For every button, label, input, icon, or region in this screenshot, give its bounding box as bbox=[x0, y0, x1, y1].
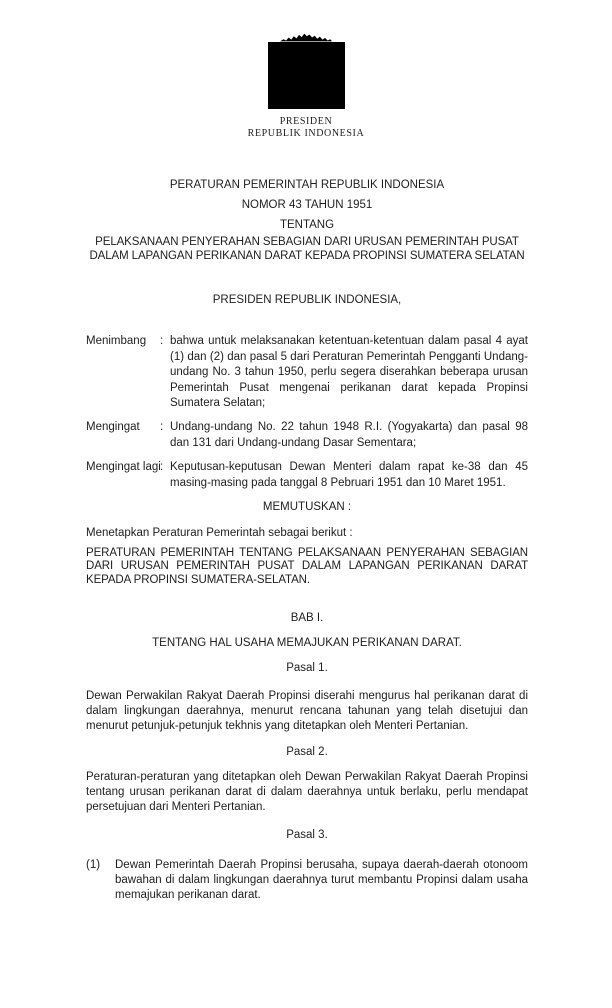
article-item-text: Dewan Pemerintah Daerah Propinsi berusaha, supaya daerah-daerah otonoom bawahan di dalam lingkungan daerahnya turut membantu Propinsi dalam usaha memajukan perikanan darat. bbox=[115, 858, 528, 902]
memutuskan-heading: MEMUTUSKAN : bbox=[262, 501, 352, 514]
garuda-emblem-icon bbox=[268, 42, 345, 109]
clause-colon: : bbox=[160, 421, 164, 434]
preamble-item-mengingat bbox=[86, 420, 528, 451]
emblem-caption-republik-indonesia: REPUBLIK INDONESIA bbox=[247, 128, 365, 139]
national-emblem bbox=[0, 0, 612, 139]
pasal-3-item-1 bbox=[86, 858, 528, 904]
clause-colon: : bbox=[160, 335, 164, 348]
pasal-1-body: Dewan Perwakilan Rakyat Daerah Propinsi diserahi mengurus hal perikanan darat di dalam lingkungan daerahnya, menurut rencana tahunan yang telah disetujui dan menurut petunjuk-petunjuk tekhnis yang ditetapkan oleh Menteri Pertanian. bbox=[86, 689, 528, 732]
garuda-feathers-icon bbox=[280, 33, 332, 42]
clause-colon: : bbox=[160, 461, 164, 474]
salutation-line: PRESIDEN REPUBLIK INDONESIA, bbox=[212, 294, 402, 306]
regulation-subject: PELAKSANAAN PENYERAHAN SEBAGIAN DARI URUSAN PEMERINTAH PUSAT DALAM LAPANGAN PERIKANAN DARAT KEPADA PROPINSI SUMATERA SELATAN bbox=[89, 236, 525, 262]
pasal-1-heading: Pasal 1. bbox=[286, 662, 328, 675]
chapter-number: BAB I. bbox=[290, 612, 324, 625]
pasal-2-heading: Pasal 2. bbox=[286, 746, 328, 759]
chapter-title: TENTANG HAL USAHA MEMAJUKAN PERIKANAN DARAT. bbox=[152, 636, 462, 649]
clause-text: Undang-undang No. 22 tahun 1948 R.I. (Yogyakarta) dan pasal 98 dan 131 dari Undang-undang Dasar Sementara; bbox=[170, 421, 528, 449]
article-item-number: (1) bbox=[86, 858, 101, 871]
regulation-title-line1: PERATURAN PEMERINTAH REPUBLIK INDONESIA bbox=[169, 179, 445, 191]
clause-text: bahwa untuk melaksanakan ketentuan-ketentuan dalam pasal 4 ayat (1) dan (2) dan pasal 5 dari Peraturan Pemerintah Pengganti Undang-undang No. 3 tahun 1950, perlu segera diserahkan beberapa urusan Pemerintah Pusat mengenai perikanan darat kepada Propinsi Sumatera Selatan; bbox=[170, 335, 528, 410]
regulation-number-line: NOMOR 43 TAHUN 1951 bbox=[241, 199, 373, 211]
clause-text: Keputusan-keputusan Dewan Menteri dalam rapat ke-38 dan 45 masing-masing pada tanggal 8 Pebruari 1951 dan 10 Maret 1951. bbox=[170, 461, 528, 489]
pasal-2-body: Peraturan-peraturan yang ditetapkan oleh Dewan Perwakilan Rakyat Daerah Propinsi tentang urusan perikanan darat di dalam daerahnya untuk berlaku, perlu mendapat persetujuan dari Menteri Pertanian. bbox=[86, 770, 528, 814]
clause-label: Mengingat bbox=[86, 421, 140, 434]
emblem-caption-presiden: PRESIDEN bbox=[279, 116, 333, 127]
decision-title: PERATURAN PEMERINTAH TENTANG PELAKSANAAN PENYERAHAN SEBAGIAN DARI URUSAN PEMERINTAH PUSAT DALAM LAPANGAN PERIKANAN DARAT KEPADA PROPINSI SUMATERA-SELATAN. bbox=[86, 546, 528, 586]
preamble-section bbox=[86, 334, 528, 491]
preamble-item-mengingat-lagi bbox=[86, 460, 528, 491]
pasal-3-heading: Pasal 3. bbox=[286, 829, 328, 842]
clause-label: Menimbang bbox=[86, 335, 147, 348]
regulation-title-block bbox=[86, 178, 528, 263]
clause-label: Mengingat lagi bbox=[86, 461, 161, 474]
enacting-line: Menetapkan Peraturan Pemerintah sebagai berikut : bbox=[86, 527, 353, 540]
tentang-label: TENTANG bbox=[279, 219, 335, 231]
preamble-item-menimbang bbox=[86, 334, 528, 411]
